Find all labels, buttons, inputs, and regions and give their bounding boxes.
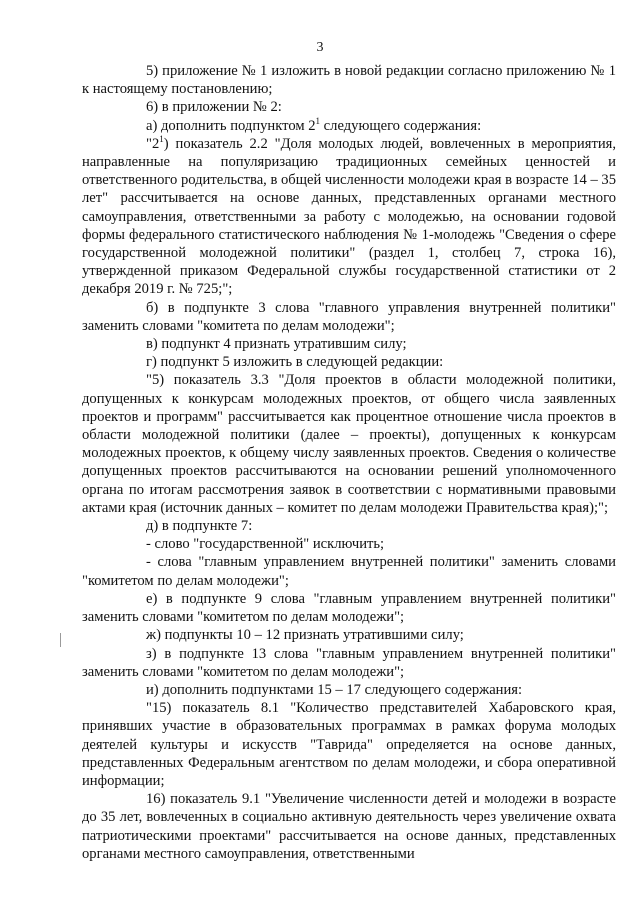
paragraph-text: "2 (146, 135, 160, 152)
paragraph-indicator-2-1 (82, 135, 616, 299)
paragraph-dash-1: - слово "государственной" исключить; (146, 536, 385, 553)
paragraph-subitem-e: е) в подпункте 9 слова "главным управлением внутренней политики" заменить словами "комитетом по делам молодежи"; (82, 590, 616, 626)
page-number: 3 (316, 40, 324, 55)
paragraph-indicator-9-1: 16) показатель 9.1 "Увеличение численности детей и молодежи в возрасте до 35 лет, вовлеченных в социально активную деятельность через увеличение охвата патриотическими проектами" рассчитывается на основе данных, представленных органами местного самоуправления, ответственными (82, 791, 616, 862)
paragraph-subitem-zh: ж) подпункты 10 – 12 признать утратившими силу; (146, 627, 464, 644)
paragraph-text: ) показатель 2.2 "Доля молодых людей, вовлеченных в мероприятия, направленные на популяризацию традиционных семейных ценностей и ответственного родительства, в общей численности молодежи края в возрасте 14 – 35 лет" рассчитывается на основе данных, представленных органами местного самоуправления, ответственными за работу с молодежью, на основании годовой формы федерального статистического наблюдения № 1-молодежь "Сведения о сфере государственной молодежной политики" (раздел 1, столбец 7, строка 16), утвержденной приказом Федеральной службы государственной статистики от 2 декабря 2019 г. № 725;"; (82, 135, 616, 298)
paragraph-text: следующего содержания: (320, 117, 482, 134)
paragraph-text: а) дополнить подпунктом 2 (146, 117, 316, 134)
paragraph-subitem-b: б) в подпункте 3 слова "главного управления внутренней политики" заменить словами "комитета по делам молодежи"; (82, 299, 616, 334)
paragraph-item-5: 5) приложение № 1 изложить в новой редакции согласно приложению № 1 к настоящему постановлению; (82, 63, 616, 98)
paragraph-indicator-3-3: "5) показатель 3.3 "Доля проектов в области молодежной политики, допущенных к конкурсам молодежных проектов, от общего числа заявленных проектов и программ" рассчитывается как процентное отношение числа проектов в области молодежной политики (далее – проекты), допущенных к конкурсам молодежных проектов, к общему числу заявленных проектов. Сведения о количестве допущенных проектов рассчитываются на основании решений уполномоченного органа по итогам рассмотрения заявок в соответствии с нормативными правовыми актами края (источник данных – комитет по делам молодежи Правительства края);"; (82, 372, 616, 516)
paragraph-subitem-g: г) подпункт 5 изложить в следующей редакции: (146, 354, 444, 371)
superscript: 1 (315, 115, 321, 126)
paragraph-subitem-d: д) в подпункте 7: (146, 518, 253, 535)
superscript: 1 (159, 133, 164, 144)
paragraph-subitem-v: в) подпункт 4 признать утратившим силу; (146, 336, 407, 353)
paragraph-subitem-i: и) дополнить подпунктами 15 – 17 следующего содержания: (146, 681, 523, 698)
paragraph-indicator-8-1: "15) показатель 8.1 "Количество представителей Хабаровского края, принявших участие в образовательных программах в рамках форума молодых деятелей культуры и искусств "Таврида" определяется на основе данных, представленных Федеральным агентством по делам молодежи, и сбора оперативной информации; (82, 700, 616, 789)
paragraph-dash-2: - слова "главным управлением внутренней политики" заменить словами "комитетом по делам молодежи"; (82, 554, 616, 589)
paragraph-subitem-a (82, 117, 616, 135)
paragraph-item-6: 6) в приложении № 2: (146, 99, 282, 116)
document-body (82, 62, 616, 863)
margin-mark (60, 633, 61, 647)
paragraph-subitem-z: з) в подпункте 13 слова "главным управлением внутренней политики" заменить словами "комитетом по делам молодежи"; (82, 645, 616, 680)
